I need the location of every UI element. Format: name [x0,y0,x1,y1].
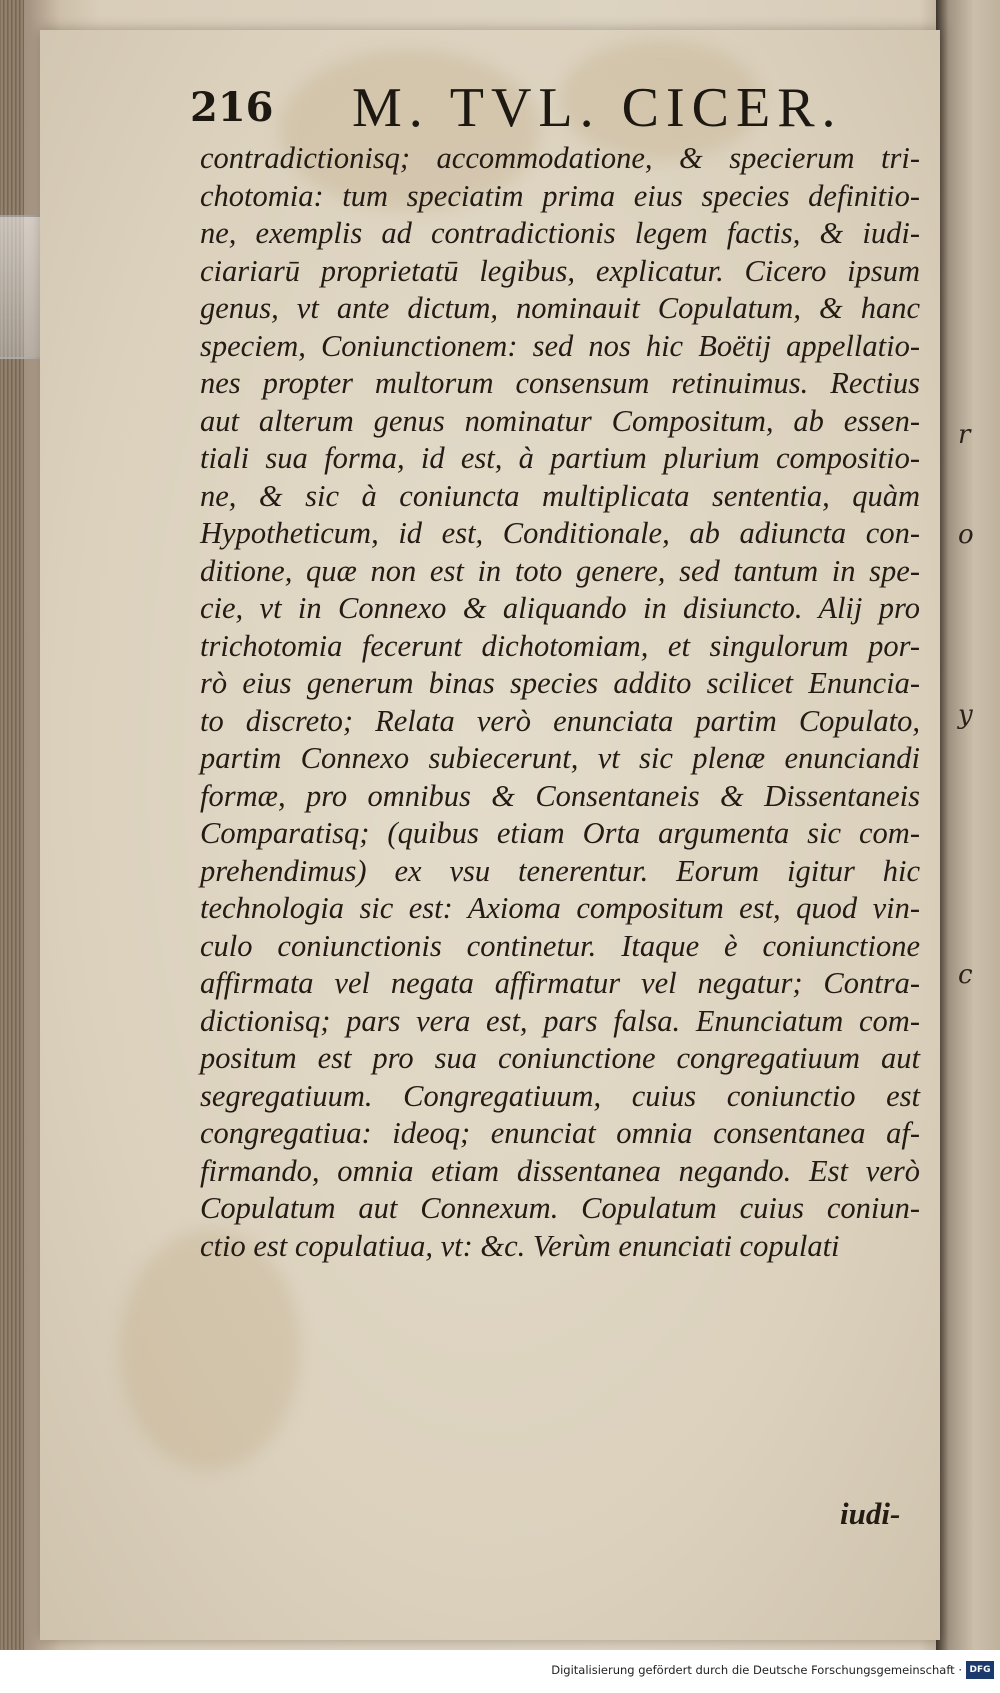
text-line: aut alterum genus nominatur Compositum, ab essen- [200,403,920,438]
facing-page-edge [936,0,1000,1693]
text-line: technologia sic est: Axioma compositum est, quod vin- [200,891,920,925]
text-line: prehendimus) ex vsu tenerentur. Eorum igitur hic [200,853,920,888]
text-line: ctio est copulatiua, vt: &c. Verùm enunciati copulati [200,1228,840,1263]
dfg-logo: DFG [966,1661,994,1679]
text-line: tiali sua forma, id est, à partium plurium compositio- [200,441,920,475]
text-line: ne, exemplis ad contradictionis legem factis, & iudi- [200,216,920,250]
margin-fragment: c [958,960,973,990]
running-title: M. TVL. CICER. [352,77,843,139]
text-line: partim Connexo subiecerunt, vt sic plenæ enunciandi [200,741,920,775]
text-line: dictionisq; pars vera est, pars falsa. Enunciatum com- [200,1003,920,1038]
text-line: congregatiua: ideoq; enunciat omnia consentanea af- [200,1116,920,1150]
text-line: chotomia: tum speciatim prima eius species definitio- [200,178,920,213]
paper-stain [120,1230,300,1470]
text-line: Hypotheticum, id est, Conditionale, ab adiuncta con- [200,516,920,550]
text-line: trichotomia fecerunt dichotomiam, et singulorum por- [200,628,920,663]
text-line: speciem, Coniunctionem: sed nos hic Boëtij appellatio- [200,328,920,363]
page-number: 216 [190,84,274,131]
text-line: genus, vt ante dictum, nominauit Copulatum, & hanc [200,291,920,325]
text-line: cie, vt in Connexo & aliquando in disiuncto. Alij pro [200,591,920,625]
text-line: contradictionisq; accommodatione, & specierum tri- [200,141,920,175]
margin-fragment: o [958,520,974,550]
text-line: firmando, omnia etiam dissentanea negando. Est verò [200,1153,920,1188]
text-line: rò eius generum binas species addito scilicet Enuncia- [200,666,920,700]
body-text [200,140,920,1265]
catchword: iudi- [840,1496,901,1531]
text-line: affirmata vel negata affirmatur vel negatur; Contra- [200,966,920,1000]
text-line: Copulatum aut Connexum. Copulatum cuius coniun- [200,1191,920,1225]
digitization-credit: Digitalisierung gefördert durch die Deutsche Forschungsgemeinschaft · [551,1663,962,1677]
text-line: formæ, pro omnibus & Consentaneis & Dissentaneis [200,778,920,813]
text-line: to discreto; Relata verò enunciata partim Copulato, [200,703,920,738]
text-line: ciariarū proprietatū legibus, explicatur. Cicero ipsum [200,253,920,288]
text-line: positum est pro sua coniunctione congregatiuum aut [200,1041,920,1075]
text-line: nes propter multorum consensum retinuimus. Rectius [200,366,920,400]
margin-fragment: r [958,420,971,450]
text-line: ditione, quæ non est in toto genere, sed tantum in spe- [200,553,920,588]
text-line: ne, & sic à coniuncta multiplicata sententia, quàm [200,478,920,513]
margin-fragment: y [958,700,973,730]
text-line: segregatiuum. Congregatiuum, cuius coniunctio est [200,1078,920,1113]
text-line: culo coniunctionis continetur. Itaque è coniunctione [200,928,920,963]
text-line: Comparatisq; (quibus etiam Orta argumenta sic com- [200,816,920,850]
